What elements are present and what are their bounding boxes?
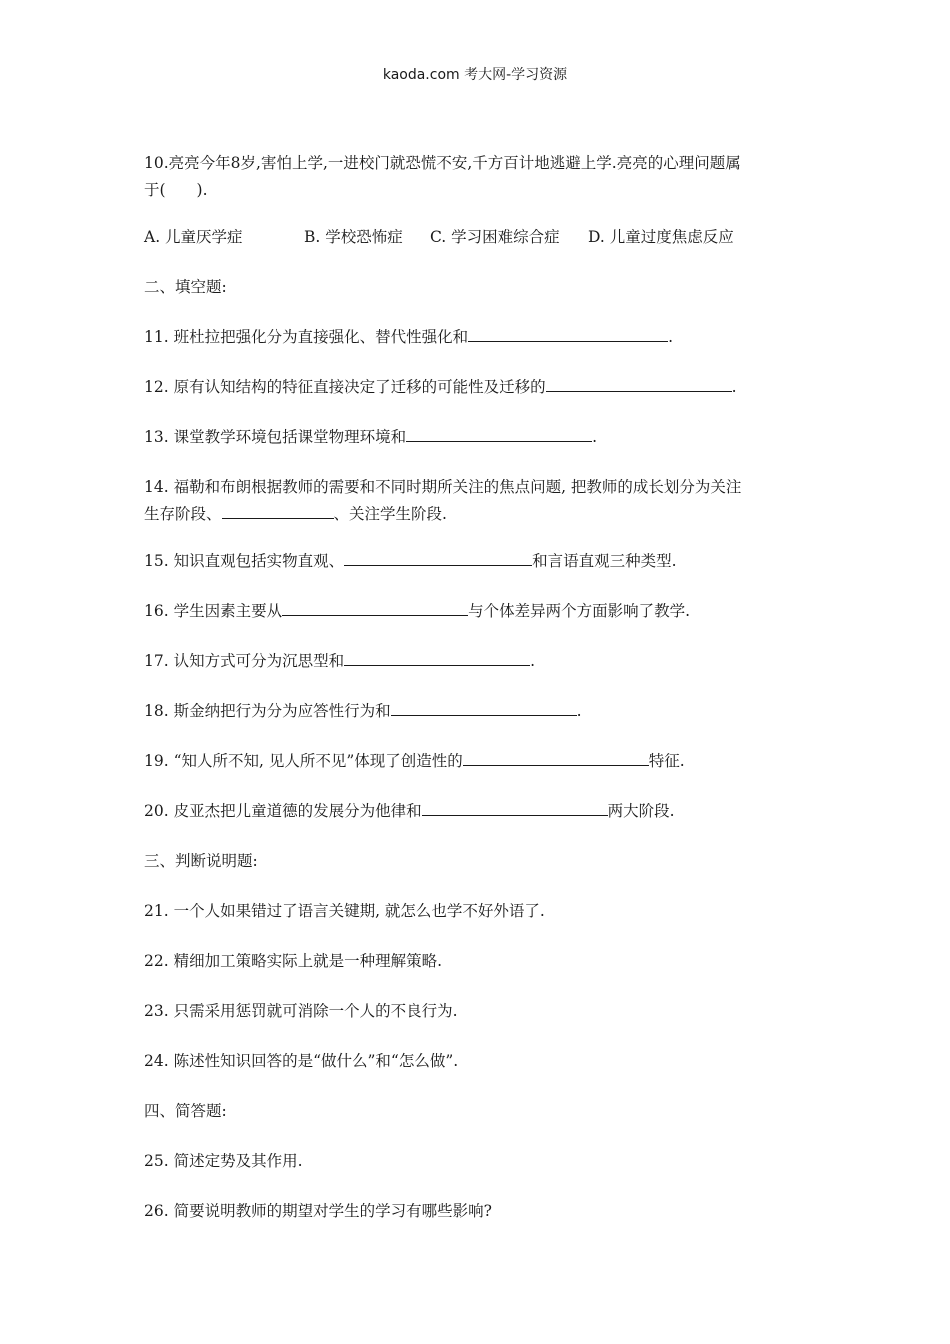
option-a: A. 儿童厌学症: [144, 228, 243, 246]
question-18: [144, 698, 582, 725]
q12-end: .: [731, 378, 737, 396]
question-10: [144, 150, 741, 204]
q12-text: 12. 原有认知结构的特征直接决定了迁移的可能性及迁移的: [144, 378, 546, 396]
q19-end: 特征.: [648, 752, 685, 770]
answer-blank: [468, 327, 668, 342]
question-10-line1: 10.亮亮今年8岁,害怕上学,一进校门就恐慌不安,千方百计地逃避上学.亮亮的心理问题属: [144, 154, 741, 172]
answer-blank: [406, 427, 592, 442]
q17-end: .: [530, 652, 536, 670]
question-10-options: [144, 224, 734, 251]
question-25: 25. 简述定势及其作用.: [144, 1152, 303, 1170]
section-title-fill-in: 二、填空题:: [144, 278, 227, 296]
answer-blank: [391, 701, 577, 716]
q13-end: .: [592, 428, 598, 446]
question-17: [144, 648, 535, 675]
q16-text: 16. 学生因素主要从: [144, 602, 283, 620]
answer-blank: [422, 801, 608, 816]
section-title-short-answer: 四、简答题:: [144, 1102, 227, 1120]
answer-blank: [222, 504, 334, 519]
q14-end: 、关注学生阶段.: [333, 505, 447, 523]
q17-text: 17. 认知方式可分为沉思型和: [144, 652, 345, 670]
question-26: 26. 简要说明教师的期望对学生的学习有哪些影响?: [144, 1202, 492, 1220]
q13-text: 13. 课堂教学环境包括课堂物理环境和: [144, 428, 407, 446]
q11-end: .: [668, 328, 674, 346]
question-19: [144, 748, 685, 775]
q14-line2: [144, 501, 741, 528]
option-c: C. 学习困难综合症: [430, 228, 560, 246]
section-title-judgement: 三、判断说明题:: [144, 852, 258, 870]
q15-text: 15. 知识直观包括实物直观、: [144, 552, 345, 570]
q18-text: 18. 斯金纳把行为分为应答性行为和: [144, 702, 391, 720]
question-12: [144, 374, 737, 401]
question-13: [144, 424, 597, 451]
question-22: 22. 精细加工策略实际上就是一种理解策略.: [144, 952, 443, 970]
question-14: [144, 474, 741, 528]
answer-blank: [546, 377, 732, 392]
q16-end: 与个体差异两个方面影响了教学.: [468, 602, 691, 620]
question-16: [144, 598, 690, 625]
question-10-line2: 于( ).: [144, 181, 208, 199]
question-23: 23. 只需采用惩罚就可消除一个人的不良行为.: [144, 1002, 458, 1020]
q20-text: 20. 皮亚杰把儿童道德的发展分为他律和: [144, 802, 422, 820]
question-11: [144, 324, 673, 351]
q20-end: 两大阶段.: [607, 802, 675, 820]
page-header: kaoda.com 考大网-学习资源: [382, 67, 568, 83]
answer-blank: [344, 651, 530, 666]
answer-blank: [463, 751, 649, 766]
option-d: D. 儿童过度焦虑反应: [588, 228, 734, 246]
question-15: [144, 548, 677, 575]
answer-blank: [344, 551, 532, 566]
q14-text: 生存阶段、: [144, 505, 222, 523]
q11-text: 11. 班杜拉把强化分为直接强化、替代性强化和: [144, 328, 469, 346]
q14-line1: 14. 福勒和布朗根据教师的需要和不同时期所关注的焦点问题, 把教师的成长划分为关注: [144, 478, 742, 496]
question-21: 21. 一个人如果错过了语言关键期, 就怎么也学不好外语了.: [144, 902, 545, 920]
answer-blank: [282, 601, 468, 616]
question-20: [144, 798, 675, 825]
option-b: B. 学校恐怖症: [304, 228, 403, 246]
question-24: 24. 陈述性知识回答的是“做什么”和“怎么做”.: [144, 1052, 459, 1070]
q19-text: 19. “知人所不知, 见人所不见”体现了创造性的: [144, 752, 463, 770]
q15-end: 和言语直观三种类型.: [532, 552, 677, 570]
q18-end: .: [576, 702, 582, 720]
